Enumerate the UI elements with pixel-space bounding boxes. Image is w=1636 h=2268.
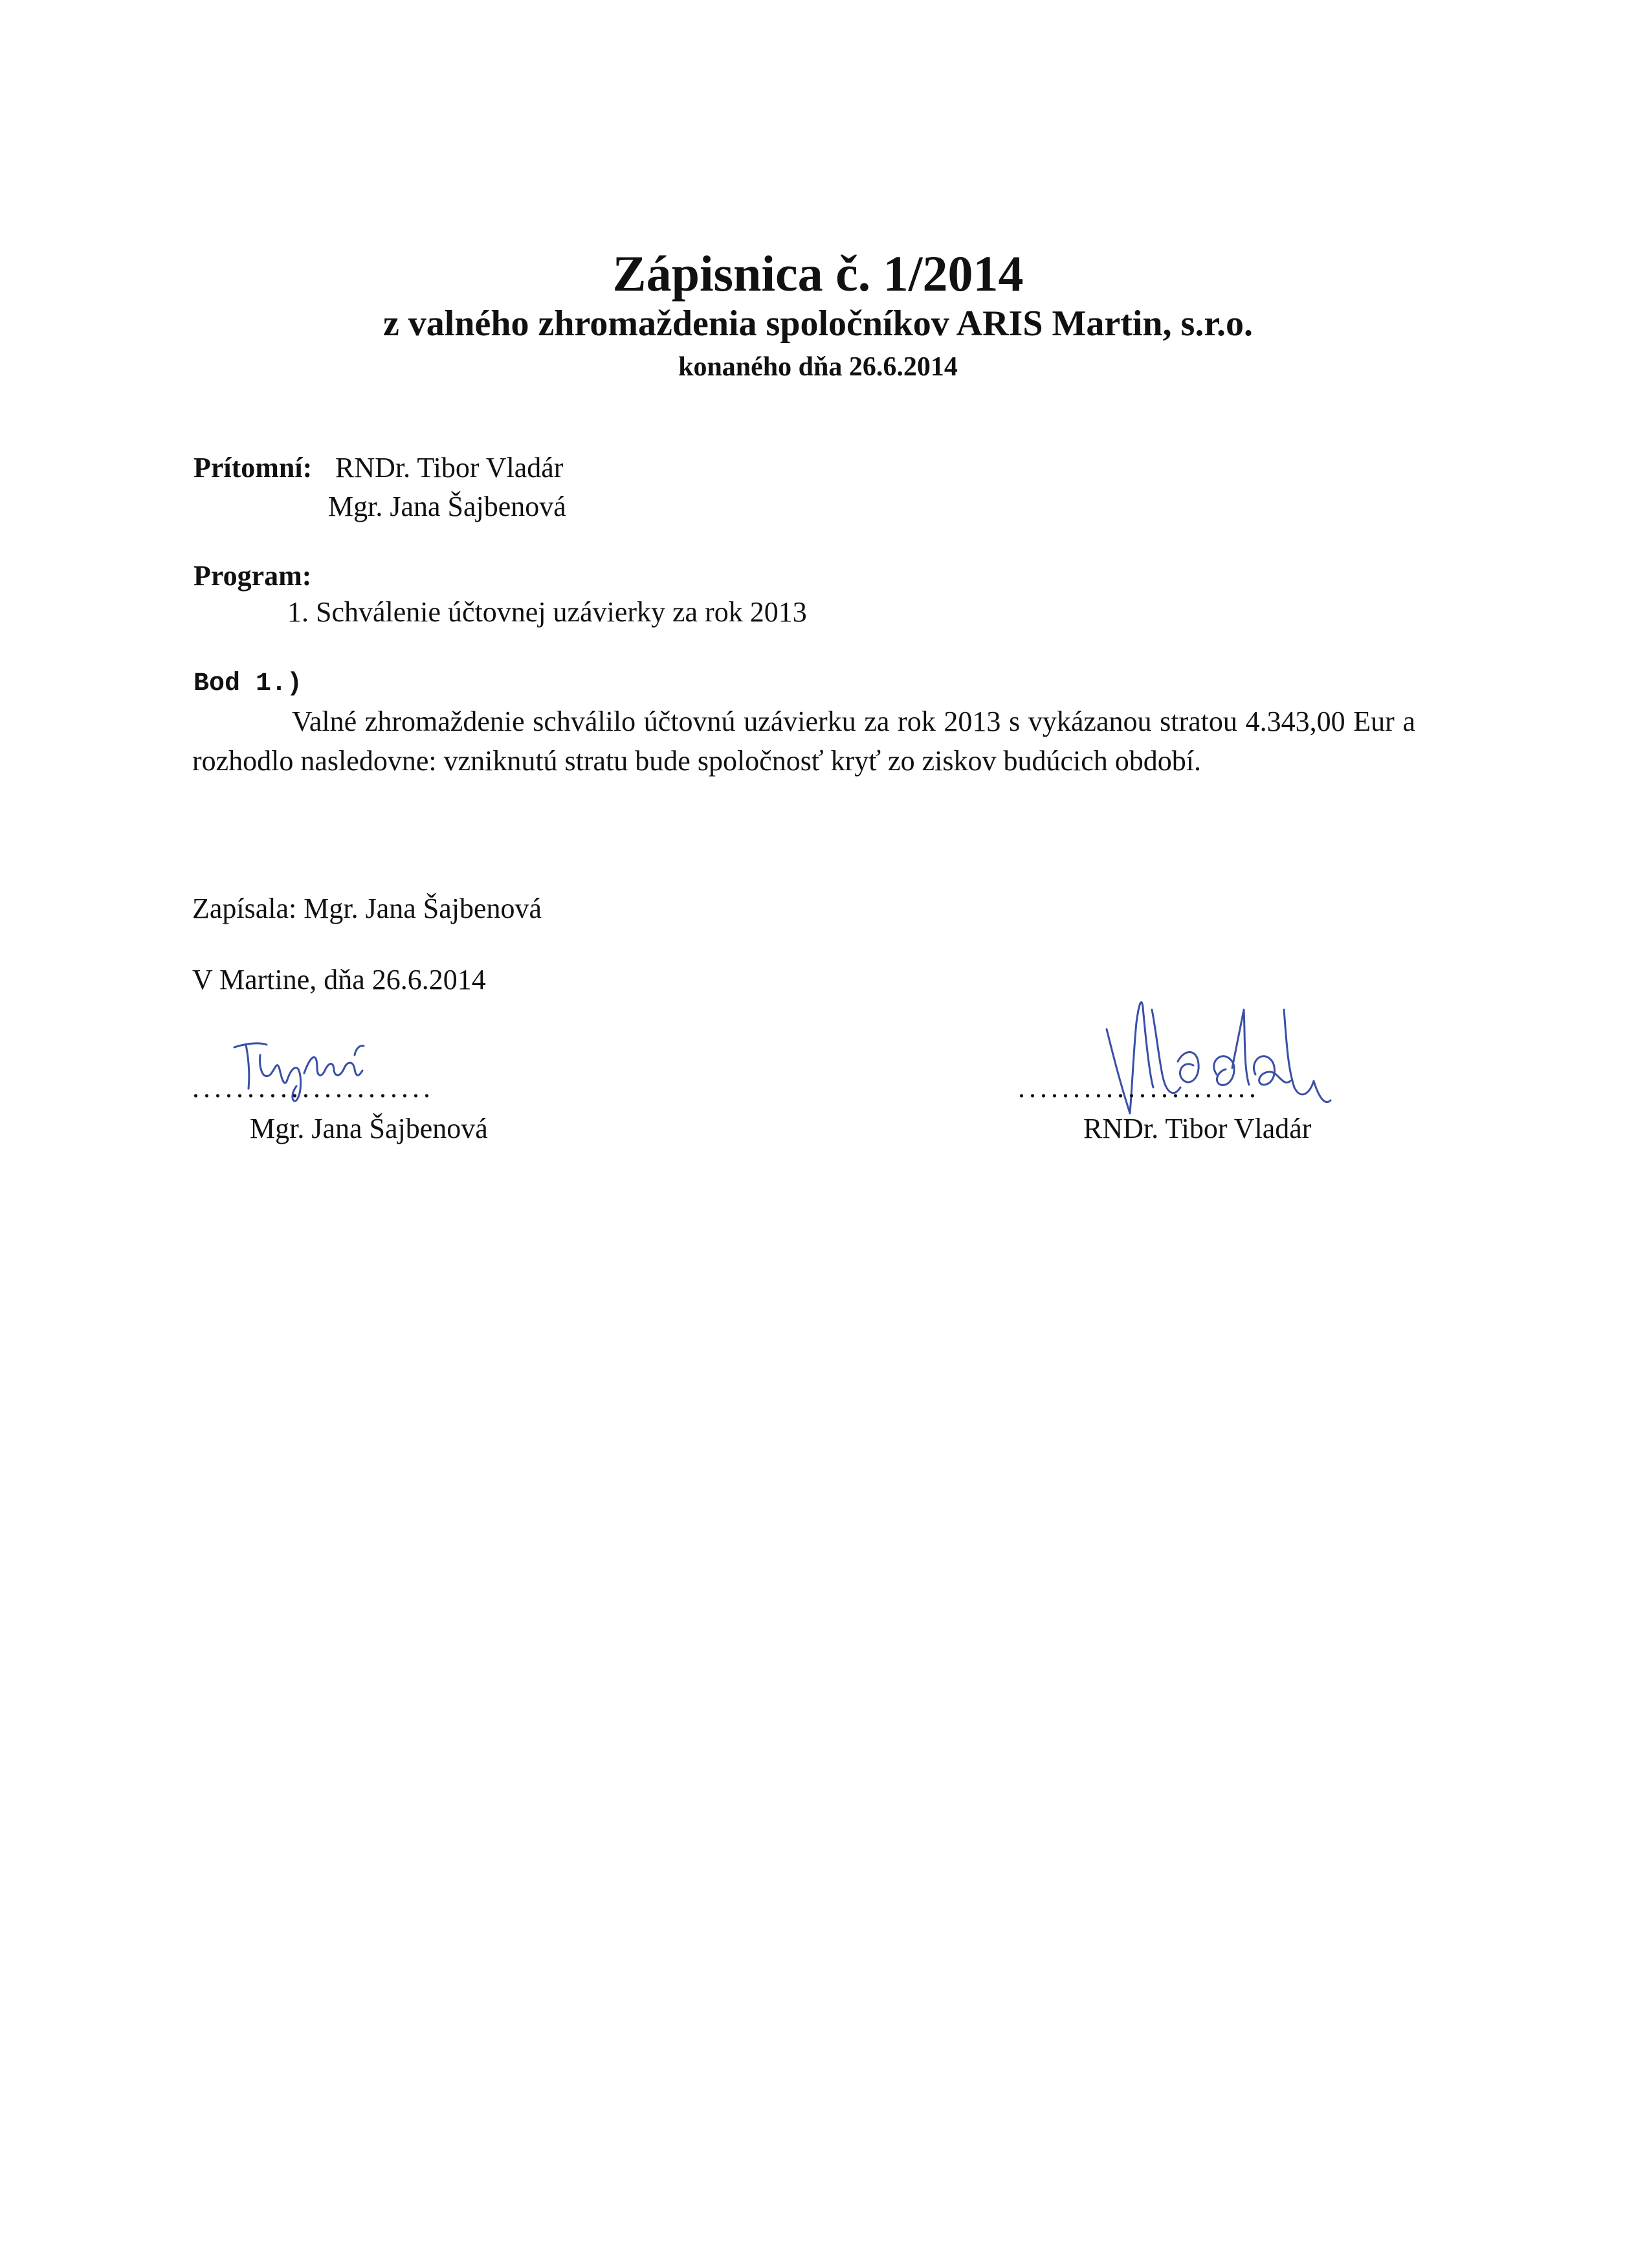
recorded-by: Zapísala: Mgr. Jana Šajbenová: [192, 893, 542, 924]
present-name-1: RNDr. Tibor Vladár: [335, 452, 564, 484]
point-1-text: Valné zhromaždenie schválilo účtovnú uzávierku za rok 2013 s vykázanou stratou 4.343,00 Eur a rozhodlo nasledovne: vzniknutú stratu bude spoločnosť kryť zo ziskov budúcich období.: [192, 706, 1415, 777]
point-1-label: Bod 1.): [193, 669, 303, 698]
signatory-name-right: RNDr. Tibor Vladár: [1083, 1113, 1312, 1144]
document-subtitle: z valného zhromaždenia spoločníkov ARIS Martin, s.r.o.: [382, 304, 1254, 344]
program-label: Program:: [193, 560, 312, 592]
signature-line-left: ......................: [192, 1072, 434, 1104]
program-item-1: 1. Schválenie účtovnej uzávierky za rok 2013: [287, 596, 807, 628]
document-title: Zápisnica č. 1/2014: [612, 245, 1024, 302]
place-and-date: V Martine, dňa 26.6.2014: [192, 964, 486, 995]
present-label: Prítomní:: [193, 452, 313, 484]
meeting-date: konaného dňa 26.6.2014: [678, 352, 958, 382]
signature-line-right: ......................: [1018, 1072, 1260, 1104]
point-1-paragraph: [192, 702, 1415, 781]
signatory-name-left: Mgr. Jana Šajbenová: [250, 1113, 488, 1144]
present-name-2: Mgr. Jana Šajbenová: [328, 491, 566, 522]
